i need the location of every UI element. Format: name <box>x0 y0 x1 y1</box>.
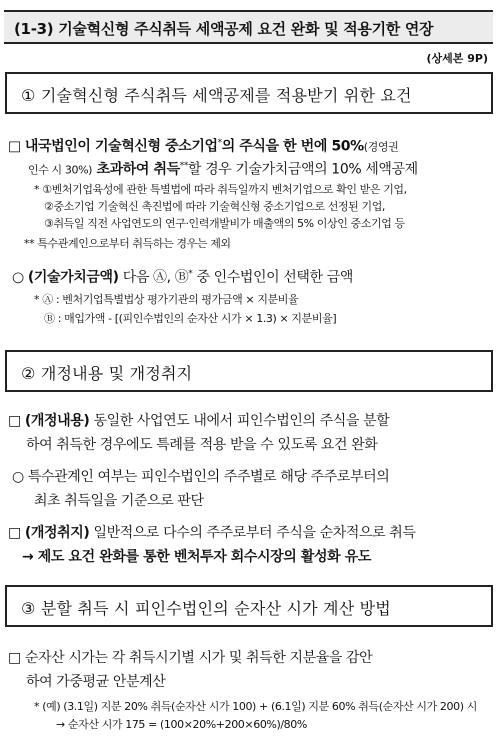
section-2-heading-box <box>5 350 493 392</box>
section-1-item-1-line-2: 인수 시 30%) 초과하여 취득**할 경우 기술가치금액의 10% 세액공제 <box>28 161 418 178</box>
square-bullet-icon: □ <box>8 413 21 429</box>
section-3-item-1-line-1: □ 순자산 시가는 각 취득시기별 시가 및 취득한 지분율을 감안 <box>8 650 373 666</box>
section-2-item-2-line-2: 최초 취득일을 기준으로 판단 <box>34 493 204 509</box>
section-1-note-3: ③취득일 직전 사업연도의 연구·인력개발비가 매출액의 5% 이상인 중소기업 등 <box>44 217 405 230</box>
section-1-note-1: * ①벤처기업육성에 관한 특별법에 따라 취득일까지 벤처기업으로 확인 받은 기업, <box>34 183 407 196</box>
square-bullet-icon: □ <box>8 138 21 155</box>
section-1-note-2: ②중소기업 기술혁신 촉진법에 따라 기술혁신형 중소기업으로 선정된 기업, <box>44 200 386 213</box>
section-2-item-2-line-1: ○ 특수관계인 여부는 피인수법인의 주주별로 해당 주주로부터의 <box>12 469 390 485</box>
section-3-item-1-line-2: 하여 가중평균 안분계산 <box>26 674 166 690</box>
section-1-heading: ① 기술혁신형 주식취득 세액공제를 적용받기 위한 요건 <box>21 86 412 105</box>
title-bar <box>4 10 493 44</box>
section-3-note-1: * (예) (3.1일) 지분 20% 취득(순자산 시가 100) + (6.1일) 지분 60% 취득(순자산 시가 200) 시 <box>34 700 477 713</box>
section-2-heading: ② 개정내용 및 개정취지 <box>21 364 193 383</box>
section-1-note-b: Ⓑ : 매입가액 - [(피인수법인의 순자산 시가 × 1.3) × 지분비율] <box>44 312 337 325</box>
page-title: (1-3) 기술혁신형 주식취득 세액공제 요건 완화 및 적용기한 연장 <box>14 20 434 38</box>
section-3-heading: ③ 분할 취득 시 피인수법인의 순자산 시가 계산 방법 <box>21 599 391 618</box>
section-2-item-3-line-2: → 제도 요건 완화를 통한 벤처투자 회수시장의 활성화 유도 <box>22 549 371 565</box>
section-1-note-a: * Ⓐ : 벤처기업특별법상 평가기관의 평가금액 × 지분비율 <box>34 293 299 306</box>
circle-bullet-icon: ○ <box>12 469 24 485</box>
section-1-heading-box <box>5 72 493 114</box>
detail-reference: (상세본 9P) <box>426 52 488 65</box>
section-3-heading-box <box>5 585 493 627</box>
circle-bullet-icon: ○ <box>12 269 24 286</box>
section-1-item-1-line-1: □ 내국법인이 기술혁신형 중소기업*의 주식을 한 번에 50%(경영권 <box>8 138 399 155</box>
section-1-note-4: ** 특수관계인으로부터 취득하는 경우는 제외 <box>24 237 231 250</box>
square-bullet-icon: □ <box>8 525 21 541</box>
section-2-item-1-line-1: □ (개정내용) 동일한 사업연도 내에서 피인수법인의 주식을 분할 <box>8 413 390 429</box>
section-1-item-2: ○ (기술가치금액) 다음 Ⓐ, Ⓑ* 중 인수법인이 선택한 금액 <box>12 269 353 286</box>
section-2-item-1-line-2: 하여 취득한 경우에도 특례를 적용 받을 수 있도록 요건 완화 <box>26 437 378 453</box>
section-3-note-2: → 순자산 시가 175 = (100×20%+200×60%)/80% <box>56 718 307 731</box>
square-bullet-icon: □ <box>8 650 21 666</box>
section-2-item-3-line-1: □ (개정취지) 일반적으로 다수의 주주로부터 주식을 순차적으로 취득 <box>8 525 416 541</box>
